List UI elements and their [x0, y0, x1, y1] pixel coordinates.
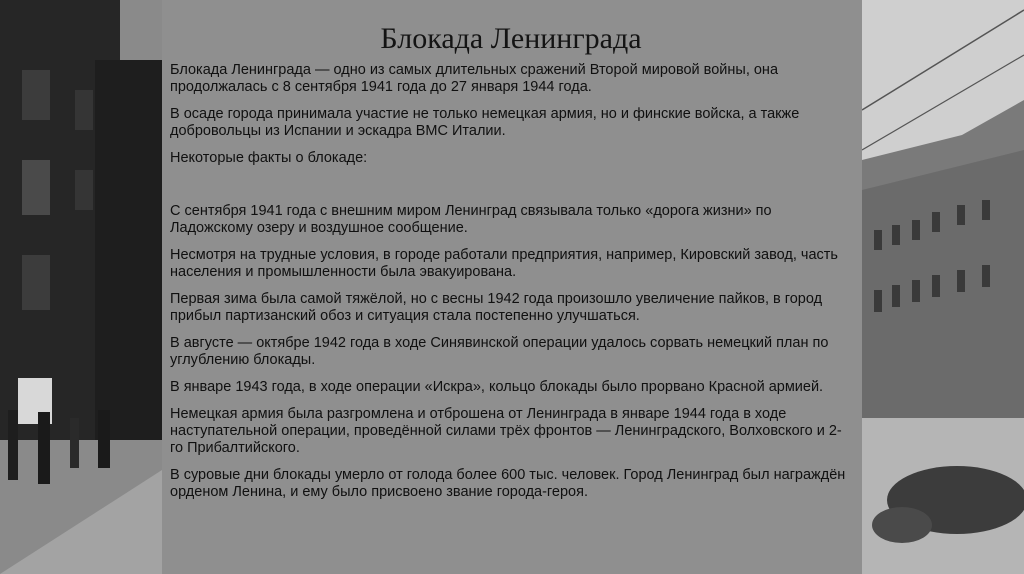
paragraph: В осаде города принимала участие не только немецкая армия, но и финские войска, а также добровольцы из Испании и эскадра ВМС Италии. [170, 106, 800, 139]
paragraph: Несмотря на трудные условия, в городе работали предприятия, например, Кировский завод, часть населения и промышленности была эвакуирована. [170, 247, 838, 280]
slide-title: Блокада Ленинграда [380, 22, 642, 55]
text-panel [162, 0, 862, 574]
paragraph: Первая зима была самой тяжёлой, но с весны 1942 года произошло увеличение пайков, в город прибыл партизанский обоз и ситуация стала постепенно улучшаться. [170, 291, 823, 324]
paragraph: Немецкая армия была разгромлена и отброшена от Ленинграда в январе 1944 года в ходе наступательной операции, проведённой силами трёх фронтов — Ленинградского, Волховского и 2-го Прибалтийского. [170, 406, 842, 456]
paragraph: Некоторые факты о блокаде: [170, 150, 368, 166]
paragraph: В январе 1943 года, в ходе операции «Искра», кольцо блокады было прорвано Красной армией. [170, 379, 824, 395]
paragraph: Блокада Ленинграда — одно из самых длительных сражений Второй мировой войны, она продолжалась с 8 сентября 1941 года до 27 января 1944 года. [170, 62, 779, 95]
paragraph: В августе — октябре 1942 года в ходе Синявинской операции удалось сорвать немецкий план по углублению блокады. [170, 335, 829, 368]
right-photo-street-scene [862, 0, 1024, 574]
right-photo-drawing [862, 0, 1024, 574]
left-photo-drawing [0, 0, 162, 574]
paragraph: В суровые дни блокады умерло от голода более 600 тыс. человек. Город Ленинград был награждён орденом Ленина, и ему было присвоено звание города-героя. [170, 467, 846, 500]
paragraph: С сентября 1941 года с внешним миром Ленинград связывала только «дорога жизни» по Ладожскому озеру и воздушное сообщение. [170, 203, 772, 236]
left-photo-street-buildings [0, 0, 162, 574]
